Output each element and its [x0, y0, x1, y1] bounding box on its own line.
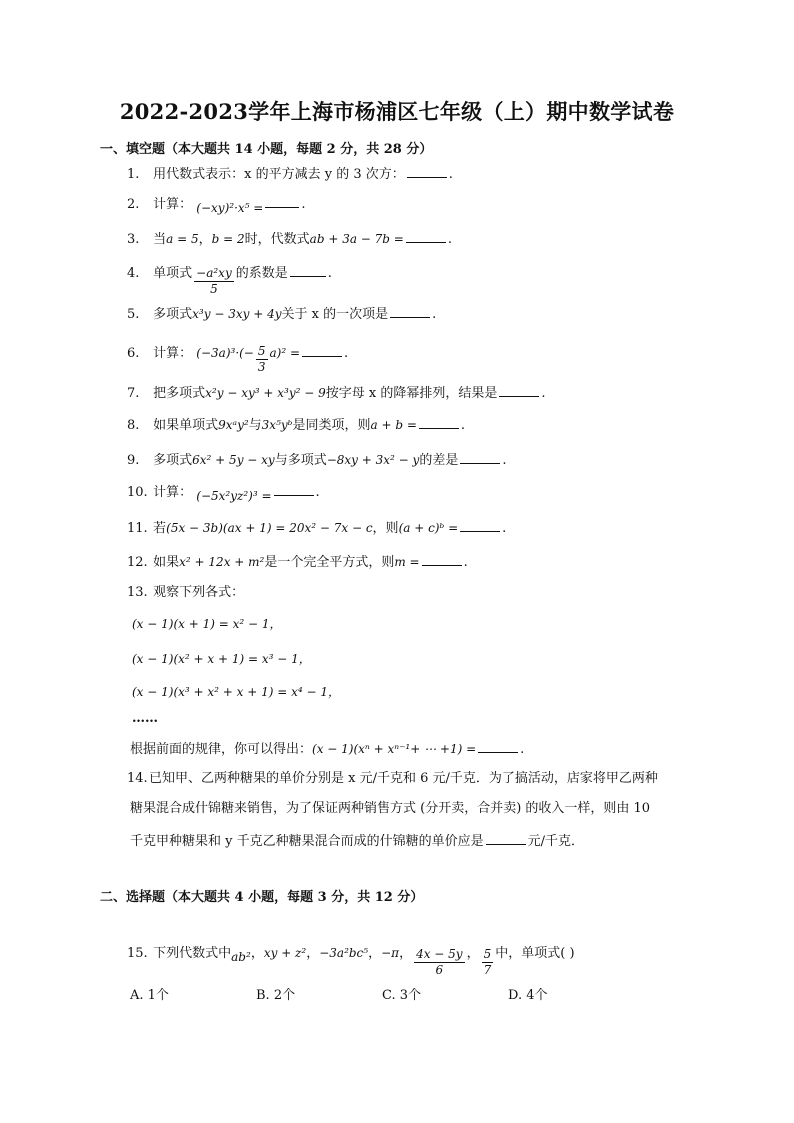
question-6: 6. 计算： (−3a)³·(− $\frac{5}{3}$ a)² = .: [127, 344, 349, 374]
question-10: 10. 计算： (−5x²yz²)³ = .: [127, 485, 320, 503]
answer-blank: [486, 832, 526, 845]
question-11: 11. 若(5x − 3b)(ax + 1) = 20x² − 7x − c，则(a + c)ᵇ = .: [127, 521, 507, 536]
option-c[interactable]: C. 3个: [382, 988, 422, 1003]
question-14-line-2: 糖果混合成什锦糖来销售，为了保证两种销售方式 (分开卖，合并卖) 的收入一样，则由 10: [130, 801, 651, 816]
answer-blank: [460, 519, 500, 532]
answer-blank: [290, 264, 326, 277]
answer-blank: [390, 305, 430, 318]
question-5: 5. 多项式x³y − 3xy + 4y关于 x 的一次项是 .: [127, 307, 437, 322]
question-14-line-3: 千克甲种糖果和 y 千克乙种糖果混合而成的什锦糖的单价应是 元/千克．: [130, 834, 584, 849]
question-1: 1. 用代数式表示：x 的平方减去 y 的 3 次方： .: [127, 167, 453, 182]
answer-blank: [302, 344, 342, 357]
answer-blank: [419, 416, 459, 429]
ellipsis: ……: [132, 711, 158, 726]
option-a[interactable]: A. 1个: [130, 988, 169, 1003]
option-d[interactable]: D. 4个: [508, 988, 548, 1003]
pattern-line: (x − 1)(x³ + x² + x + 1) = x⁴ − 1，: [132, 685, 341, 699]
fraction: $\frac{4x - 5y}{6}$: [416, 947, 463, 977]
pattern-line: (x − 1)(x² + x + 1) = x³ − 1，: [132, 652, 311, 666]
section-2-heading: 二、选择题（本大题共 4 小题，每题 3 分，共 12 分）: [100, 890, 424, 905]
fraction: $\frac{5}{7}$: [483, 947, 492, 977]
answer-blank: [406, 230, 446, 243]
question-4: 4. 单项式 $\frac{\text{−a²xy}}{5}$ 的系数是 .: [127, 266, 332, 296]
question-12: 12. 如果x² + 12x + m²是一个完全平方式，则m = .: [127, 555, 468, 570]
question-13: 13. 观察下列各式：: [127, 585, 245, 600]
question-7: 7. 把多项式x²y − xy³ + x³y² − 9按字母 x 的降幂排列，结果是 .: [127, 386, 546, 401]
page-title: 2022-2023学年上海市杨浦区七年级（上）期中数学试卷: [119, 99, 675, 124]
answer-blank: [422, 553, 462, 566]
fraction: $\frac{5}{3}$: [257, 344, 266, 374]
answer-blank: [460, 451, 500, 464]
answer-blank: [265, 195, 299, 208]
pattern-line: (x − 1)(x + 1) = x² − 1，: [132, 617, 282, 631]
section-1-heading: 一、填空题（本大题共 14 小题，每题 2 分，共 28 分）: [100, 142, 433, 157]
answer-blank: [499, 384, 539, 397]
question-2: 2. 计算： (−xy)²·x⁵ = .: [127, 197, 306, 215]
question-8: 8. 如果单项式9xᵃy²与3x⁵yᵇ是同类项，则a + b = .: [127, 418, 466, 433]
answer-blank: [274, 483, 314, 496]
fraction: $\frac{\text{−a²xy}}{5}$: [196, 266, 232, 296]
answer-blank: [478, 740, 518, 753]
option-b[interactable]: B. 2个: [256, 988, 296, 1003]
question-15: 15. 下列代数式中ab²，xy + z²，−3a²bc⁵，−π， $\frac{4x - 5y}{6}$ ， $\frac{5}{7}$ 中，单项式( ): [127, 946, 575, 977]
question-13-conclusion: 根据前面的规律，你可以得出：(x − 1)(xⁿ + xⁿ⁻¹+ ⋯ +1) = .: [130, 742, 525, 757]
question-9: 9. 多项式6x² + 5y − xy与多项式−8xy + 3x² − y的差是 .: [127, 453, 507, 468]
question-14-line-1: 14.已知甲、乙两种糖果的单价分别是 x 元/千克和 6 元/千克．为了搞活动，店家将甲乙两种: [127, 771, 658, 786]
answer-blank: [407, 165, 447, 178]
question-3: 3. 当a = 5，b = 2时，代数式ab + 3a − 7b = .: [127, 232, 452, 247]
